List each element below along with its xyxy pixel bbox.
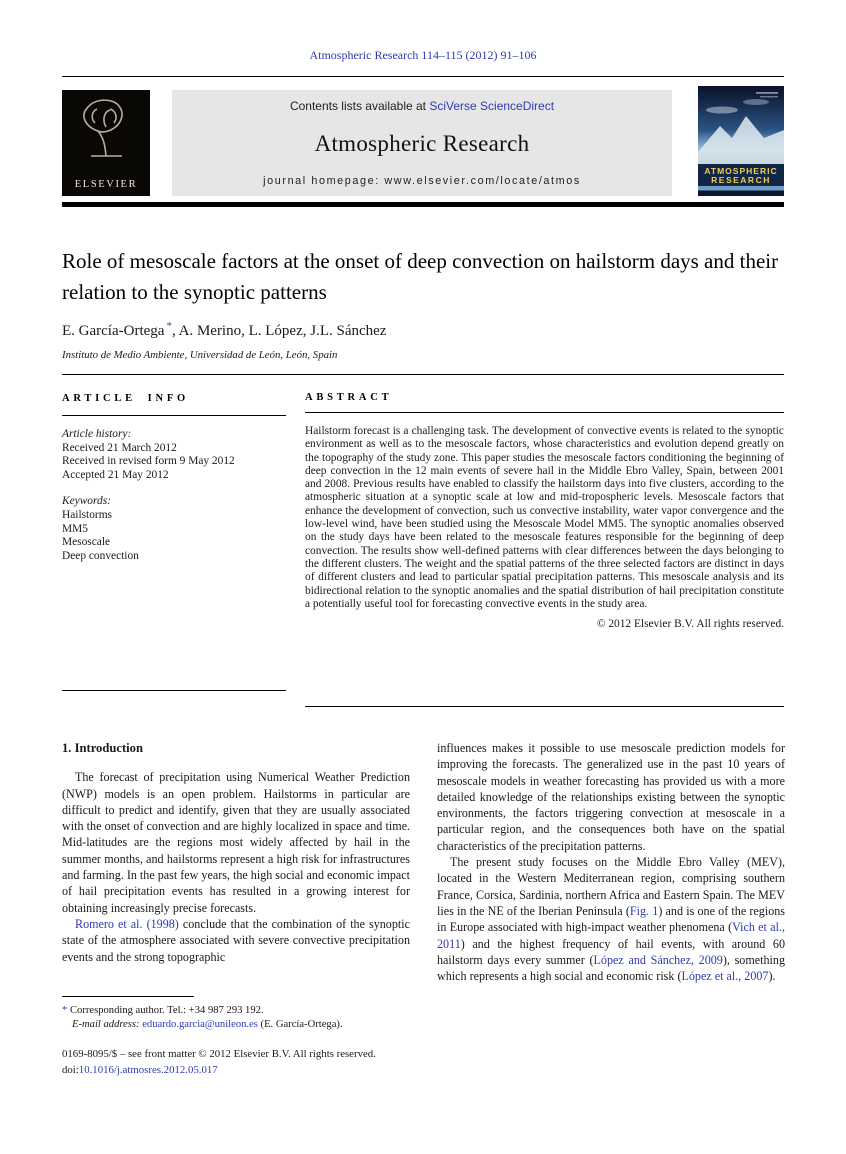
thick-divider <box>62 202 784 207</box>
footer-block <box>62 1046 784 1078</box>
article-info-heading: ARTICLE INFO <box>62 392 286 416</box>
abstract-copyright: © 2012 Elsevier B.V. All rights reserved. <box>596 618 784 631</box>
journal-cover-art <box>698 86 784 196</box>
cover-title-line2: RESEARCH <box>711 175 771 185</box>
text-segment: The present study focuses on the Middle Ebro Valley (MEV), located in the Western Mediterranean region, comprising southern France, Corsica, Sardinia, northern Africa and Eastern Spain. The MEV lies in the NE of the Iberian Peninsula ( <box>437 855 785 918</box>
journal-name: Atmospheric Research <box>314 131 530 156</box>
body-left-column <box>62 740 410 965</box>
email-suffix: (E. García-Ortega). <box>257 1019 343 1030</box>
right-paragraph-1: influences makes it possible to use mesoscale prediction models for improving the forecasts. The generalized use in the past 10 years of mesoscale models in weather forecasting has provided us with a more detailed knowledge of the relationships existing between the synoptic environments, the factors triggering convection at mesoscale in a particular region, and the consequences both have on the spatial characteristics of the precipitation patterns. <box>437 741 785 853</box>
journal-ref-link[interactable]: Atmospheric Research 114–115 (2012) 91–106 <box>309 48 537 62</box>
journal-homepage-link[interactable]: journal homepage: www.elsevier.com/locate/atmos <box>263 175 581 187</box>
elsevier-wordmark: ELSEVIER <box>74 179 138 190</box>
doi-link[interactable]: 10.1016/j.atmosres.2012.05.017 <box>78 1064 218 1076</box>
authors-line <box>62 320 784 340</box>
email-link[interactable]: eduardo.garcia@unileon.es <box>142 1019 258 1030</box>
citation-link[interactable]: López and Sánchez, 2009 <box>593 952 723 967</box>
doi-label: doi: <box>62 1064 79 1076</box>
footnote-rule <box>62 996 194 997</box>
top-rule <box>62 76 784 77</box>
intro-heading: 1. Introduction <box>62 741 143 755</box>
sciverse-sciencedirect-link[interactable]: SciVerse ScienceDirect <box>429 99 555 113</box>
article-history-label: Article history: <box>62 427 132 440</box>
elsevier-tree-icon <box>62 92 150 170</box>
intro-paragraph-2 <box>62 916 410 965</box>
text-segment: ), something which represents a high social and economic risk ( <box>437 952 785 984</box>
text-segment: ). <box>768 969 776 984</box>
author-first: E. García-Ortega <box>62 323 165 339</box>
footnote-mark[interactable]: * <box>62 1005 68 1016</box>
citation-link[interactable]: Fig. 1 <box>629 903 659 918</box>
footnote-corresponding <box>62 1004 410 1018</box>
footnote-email-line <box>62 1018 410 1032</box>
masthead-center <box>172 90 672 196</box>
right-paragraph-2 <box>437 854 785 984</box>
abstract-section <box>305 392 784 630</box>
keyword-item: Mesoscale <box>62 536 111 549</box>
email-label: E-mail address: <box>72 1019 140 1030</box>
affiliation: Instituto de Medio Ambiente, Universidad de León, León, Spain <box>62 349 338 361</box>
history-item: Received in revised form 9 May 2012 <box>62 455 235 468</box>
keyword-item: Hailstorms <box>62 508 112 521</box>
history-item: Accepted 21 May 2012 <box>62 469 169 482</box>
text-segment: ) and the highest frequency of hail events, with around 60 hailstorm days every summer ( <box>437 936 785 967</box>
footer-doi-line <box>62 1062 784 1078</box>
citation-link[interactable]: López et al., 2007 <box>681 969 769 984</box>
footnote-block <box>62 996 410 1032</box>
contents-line <box>290 99 554 113</box>
intro-paragraph-1: The forecast of precipitation using Numerical Weather Prediction (NWP) models is an open problem. Hailstorms in particular are difficult to predict and identify, given that they are usually associated with the onset of convection and are highly localized in space and time. Mid-latitudes are the regions most widely affected by hail in the summer months, and hailstorms represent a high risk for infrastructures and farming. In the past few years, the high social and economic impact of hail precipitation events has resulted in a growing interest for obtaining increasingly precise forecasts. <box>62 770 410 915</box>
abstract-bottom-rule <box>305 706 784 707</box>
history-item: Received 21 March 2012 <box>62 441 177 454</box>
citation-link[interactable]: Romero et al. (1998) <box>75 916 179 931</box>
keywords-label: Keywords: <box>62 494 111 507</box>
contents-prefix: Contents lists available at <box>289 99 430 113</box>
text-segment: conclude that the combination of the synoptic state of the atmosphere associated with severe convective precipitation events and the strong topographic <box>62 916 410 964</box>
citation-link[interactable]: Vich et al., 2011 <box>437 920 785 951</box>
info-bottom-rule <box>62 690 286 691</box>
abstract-text: Hailstorm forecast is a challenging task. The development of convective events is related to the synoptic environment as well as to the mesoscale factors, whose characteristics and evolution depend greatly on the topography of the study zone. This paper studies the mesoscale factors conditioning the beginning of deep convection in the 12 main events of severe hail in the Middle Ebro Valley, Spain, between 2001 and 2008. Previous results have enabled to classify the hailstorm days into five clusters, according to the atmospheric situation at a synoptic scale at low and mid-tropospheric levels. Mesoscale factors that enhance the development of convection, such us convective instability, water vapor convergence and the low-level wind, have been studied using the Mesoscale Model MM5. The synoptic anomalies observed on the study days have been related to the mesoscale features responsible for the beginning of deep convection. The results show well-defined patterns with clear differences between the days belonging to the different clusters. The weight and the spatial patterns of the three selected factors are distinct in days of different clusters and lead to particular spatial precipitation patterns. This mesoscale analysis and its bidirectional relation to the synoptic anomalies and the spatial distribution of hail precipitation constitute a potentially useful tool for forecasting convective events in the study area. <box>305 425 784 610</box>
footer-issn-line: 0169-8095/$ – see front matter © 2012 Elsevier B.V. All rights reserved. <box>62 1048 376 1060</box>
journal-cover-thumbnail <box>698 86 784 196</box>
masthead <box>62 88 784 198</box>
keyword-item: MM5 <box>62 522 88 535</box>
body-right-column <box>437 740 785 984</box>
keyword-item: Deep convection <box>62 550 139 563</box>
footnote-line1: Corresponding author. Tel.: +34 987 293 192. <box>67 1005 264 1016</box>
elsevier-logo <box>62 90 150 196</box>
text-segment: ) and is one of the regions in Europe associated with high-impact weather phenomena ( <box>437 903 786 935</box>
cover-title-line1: ATMOSPHERIC <box>704 166 778 176</box>
corresponding-author-mark[interactable]: * <box>166 320 172 332</box>
abstract-heading: ABSTRACT <box>305 392 784 413</box>
article-title: Role of mesoscale factors at the onset of deep convection on hailstorm days and their relation to the synoptic patterns <box>62 249 779 304</box>
authors-rest: , A. Merino, L. López, J.L. Sánchez <box>171 323 387 339</box>
title-divider <box>62 374 784 375</box>
article-info-section <box>62 392 286 564</box>
